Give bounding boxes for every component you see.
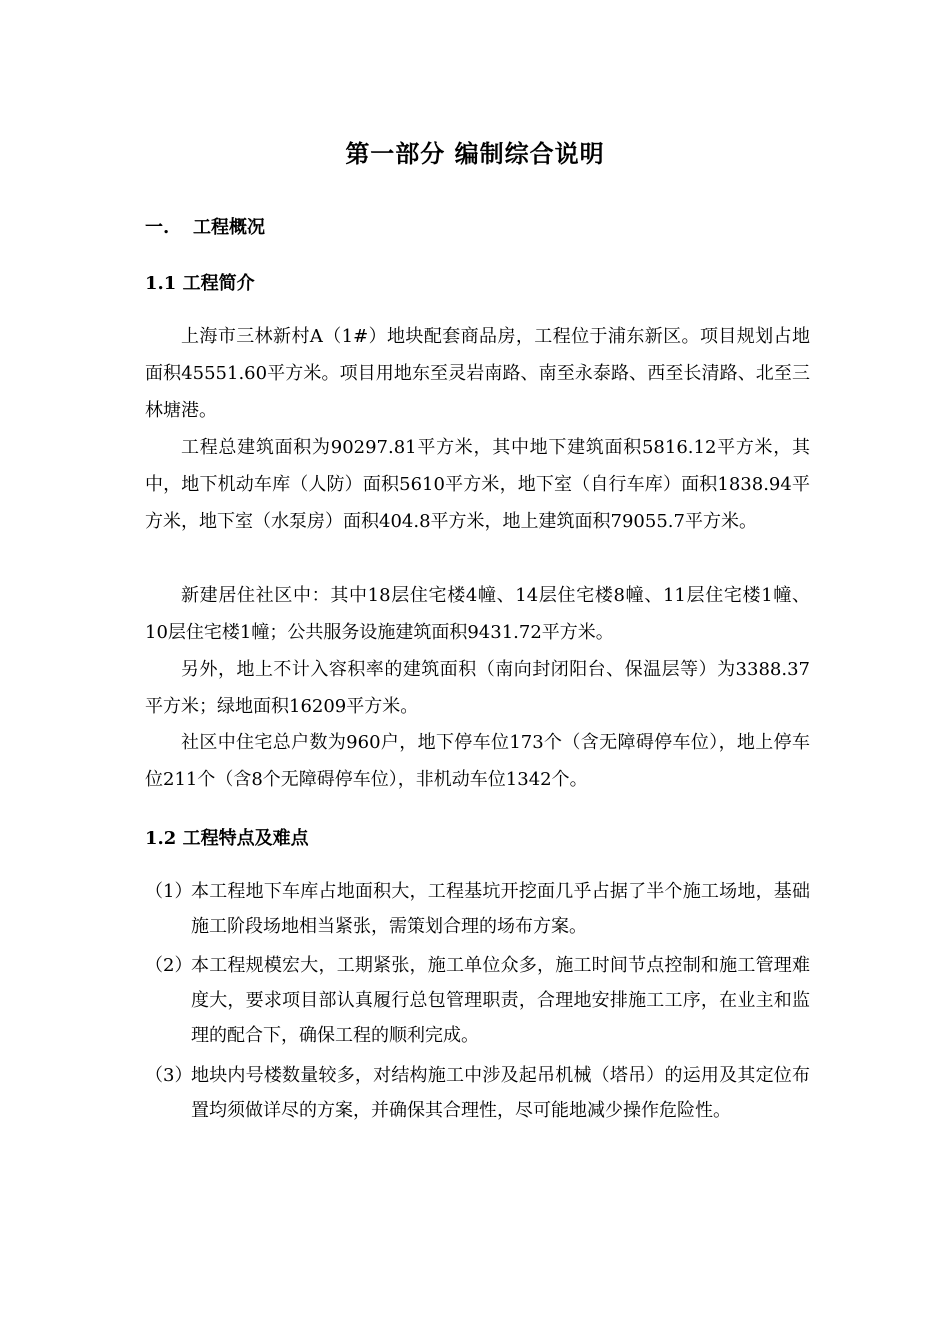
- list-text: 本工程地下车库占地面积大，工程基坑开挖面几乎占据了半个施工场地，基础施工阶段场地相当紧张，需策划合理的场布方案。: [191, 881, 810, 937]
- subheading-project-intro: 1.1 工程简介: [145, 273, 255, 294]
- list-marker: （2）: [145, 955, 193, 976]
- section-title: 工程概况: [193, 217, 265, 238]
- paragraph-parking: 社区中住宅总户数为960户，地下停车位173个（含无障碍停车位），地上停车位211个（含8个无障碍停车位），非机动车位1342个。: [145, 732, 810, 790]
- list-item-difficulty-1: [145, 874, 810, 944]
- document-title: 第一部分 编制综合说明: [345, 139, 605, 168]
- list-item-difficulty-3: [145, 1058, 810, 1128]
- subheading-features-difficulties: 1.2 工程特点及难点: [145, 828, 309, 849]
- list-item-difficulty-2: [145, 948, 810, 1053]
- paragraph-green-area: 另外，地上不计入容积率的建筑面积（南向封闭阳台、保温层等）为3388.37平方米；绿地面积16209平方米。: [145, 659, 810, 717]
- paragraph-building-area: 工程总建筑面积为90297.81平方米，其中地下建筑面积5816.12平方米，其中，地下机动车库（人防）面积5610平方米，地下室（自行车库）面积1838.94平方米，地下室（水泵房）面积404.8平方米，地上建筑面积79055.7平方米。: [145, 437, 810, 532]
- paragraph-residential-buildings: 新建居住社区中：其中18层住宅楼4幢、14层住宅楼8幢、11层住宅楼1幢、10层住宅楼1幢；公共服务设施建筑面积9431.72平方米。: [145, 585, 810, 643]
- list-text: 地块内号楼数量较多，对结构施工中涉及起吊机械（塔吊）的运用及其定位布置均须做详尽的方案，并确保其合理性，尽可能地减少操作危险性。: [191, 1065, 810, 1121]
- list-marker: （1）: [145, 881, 193, 902]
- list-marker: （3）: [145, 1065, 193, 1086]
- list-text: 本工程规模宏大，工期紧张，施工单位众多，施工时间节点控制和施工管理难度大，要求项目部认真履行总包管理职责，合理地安排施工工序，在业主和监理的配合下，确保工程的顺利完成。: [191, 955, 810, 1046]
- section-heading-overview: [145, 213, 265, 239]
- section-number: 一.: [145, 217, 170, 238]
- paragraph-location: 上海市三林新村A（1#）地块配套商品房，工程位于浦东新区。项目规划占地面积45551.60平方米。项目用地东至灵岩南路、南至永泰路、西至长清路、北至三林塘港。: [145, 326, 810, 421]
